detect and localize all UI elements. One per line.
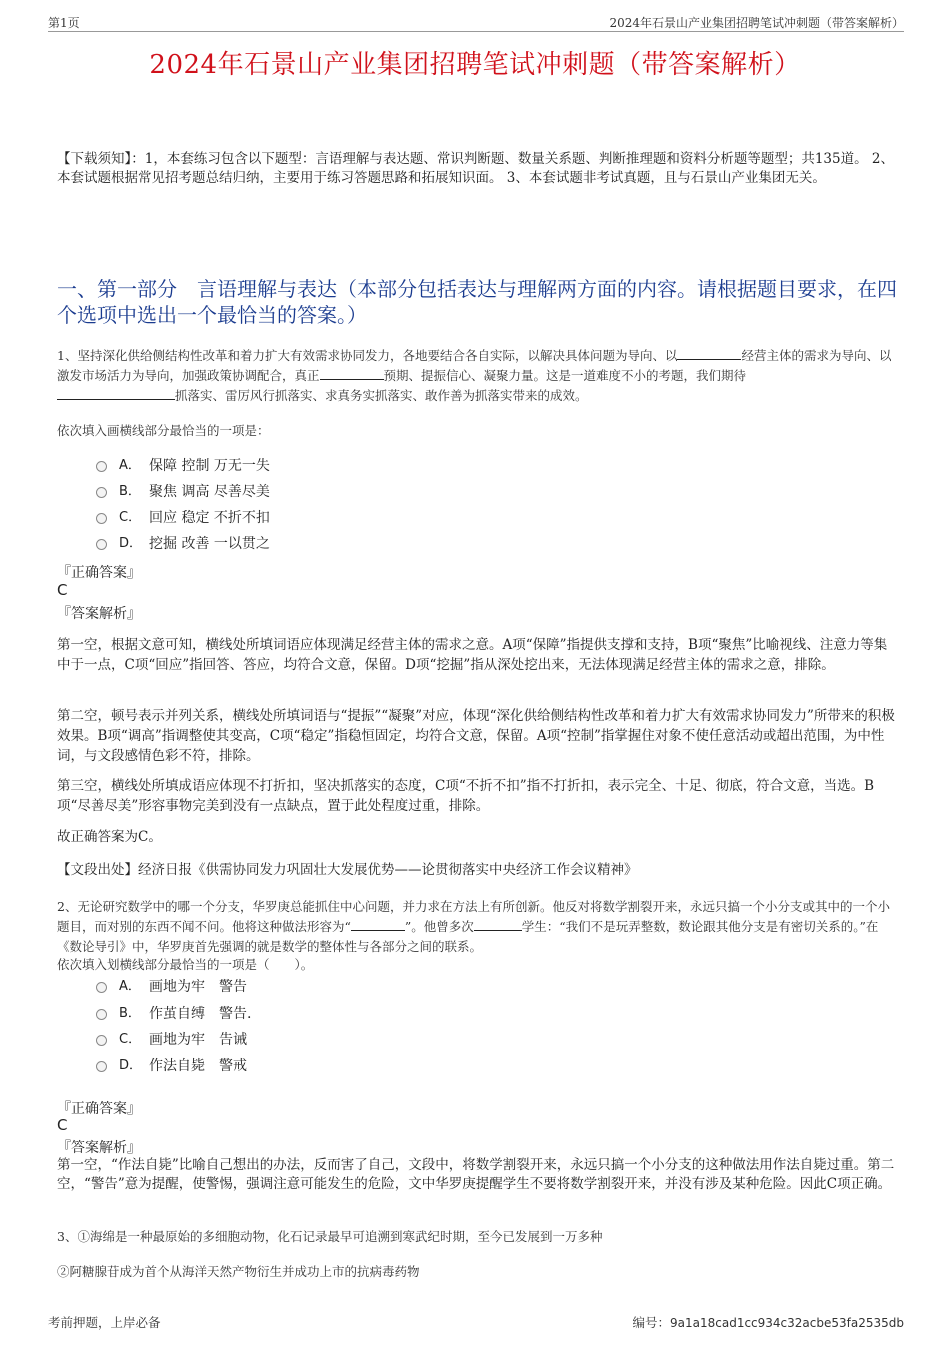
question-1-stem: 1、坚持深化供给侧结构性改革和着力扩大有效需求协同发力，各地要结合各自实际，以解决具体问题为导向、以 经营主体的需求为导向、以激发市场活力为导向，加强政策协调配合，真正 预期、提振信心、凝聚力量。这是一道难度不小的考题，我们期待 抓落实、雷厉风行抓落实、求真务实抓落实、敢作善为抓落实带来的成效。 — [57, 348, 892, 403]
q2-answer: C — [57, 1116, 68, 1134]
q1-analysis-para-3: 第三空，横线处所填成语应体现不打折扣，坚决抓落实的态度，C项“不折不扣”指不打折扣，表示完全、十足、彻底，符合文意，当选。B项“尽善尽美”形容事物完美到没有一点缺点，置于此处程度过重，排除。 — [57, 778, 875, 814]
radio-icon[interactable] — [96, 539, 107, 550]
radio-icon[interactable] — [96, 513, 107, 524]
radio-icon[interactable] — [96, 487, 107, 498]
question-3-line-1: 3、①海绵是一种最原始的多细胞动物，化石记录最早可追溯到寒武纪时期，至今已发展到一万多种 — [57, 1229, 603, 1244]
radio-icon[interactable] — [96, 1061, 107, 1072]
q1-answer-title: 『正确答案』 — [57, 565, 141, 581]
footer-code: 编号：9a1a18cad1cc934c32acbe53fa2535db — [632, 1315, 904, 1330]
q2-option-d[interactable]: D． 作法自毙 警戒 — [96, 1055, 247, 1077]
footer-slogan: 考前押题，上岸必备 — [48, 1315, 161, 1330]
q2-option-c[interactable]: C． 画地为牢 告诫 — [96, 1029, 247, 1051]
question-3-line-2: ②阿糖腺苷成为首个从海洋天然产物衍生并成功上市的抗病毒药物 — [57, 1264, 420, 1279]
q1-analysis-title: 『答案解析』 — [57, 606, 141, 622]
q1-analysis-para-2: 第二空，顿号表示并列关系，横线处所填词语与“提振”“凝聚”对应，体现“深化供给侧结构性改革和着力扩大有效需求协同发力”所带来的积极效果。B项“调高”指调整使其变高，C项“稳定”指稳恒固定，均符合文意，保留。A项“控制”指掌握住对象不使任意活动或超出范围，为中性词，与文段感情色彩不符，排除。 — [57, 708, 895, 764]
q1-option-d[interactable]: D． 挖掘 改善 一以贯之 — [96, 533, 270, 555]
radio-icon[interactable] — [96, 982, 107, 993]
q2-answer-title: 『正确答案』 — [57, 1101, 141, 1117]
q1-source: 【文段出处】经济日报《供需协同发力巩固壮大发展优势——论贯彻落实中央经济工作会议精神》 — [57, 862, 638, 878]
question-2-prompt: 依次填入划横线部分最恰当的一项是（ ）。 — [57, 957, 314, 972]
section-heading: 一、第一部分 言语理解与表达（本部分包括表达与理解两方面的内容。请根据题目要求，在四个选项中选出一个最恰当的答案。） — [57, 277, 897, 327]
header-divider — [48, 31, 904, 32]
radio-icon[interactable] — [96, 461, 107, 472]
download-notice: 【下载须知】：1，本套练习包含以下题型：言语理解与表达题、常识判断题、数量关系题、判断推理题和资料分析题等题型；共135道。 2、本套试题根据常见招考题总结归纳，主要用于练习答题思路和拓展知识面。 3、本套试题非考试真题，且与石景山产业集团无关。 — [57, 151, 894, 186]
q2-analysis-title: 『答案解析』 — [57, 1140, 141, 1156]
page-number: 第1页 — [48, 16, 80, 30]
running-header-title: 2024年石景山产业集团招聘笔试冲刺题（带答案解析） — [609, 16, 904, 30]
q2-analysis: 第一空，“作法自毙”比喻自己想出的办法，反而害了自己，文段中，将数学割裂开来，永远只搞一个小分支的这种做法用作法自毙过重。第二空，“警告”意为提醒，使警惕，强调注意可能发生的危险，文中华罗庚提醒学生不要将数学割裂开来，并没有涉及某种危险。因此C项正确。 — [57, 1157, 895, 1192]
page-title: 2024年石景山产业集团招聘笔试冲刺题（带答案解析） — [149, 50, 801, 80]
radio-icon[interactable] — [96, 1035, 107, 1046]
q1-answer: C — [57, 581, 68, 599]
radio-icon[interactable] — [96, 1009, 107, 1020]
question-1-prompt: 依次填入画横线部分最恰当的一项是： — [57, 423, 270, 438]
question-2-stem: 2、无论研究数学中的哪一个分支，华罗庚总能抓住中心问题，并力求在方法上有所创新。他反对将数学割裂开来，永远只搞一个小分支或其中的一个小题目，而对别的东西不闻不问。他将这种做法形容为“ ”。他曾多次 学生：“我们不是玩弄整数，数论跟其他分支是有密切关系的。”在《数论导引》中，华罗庚首先强调的就是数学的整体性与各部分之间的联系。 — [57, 899, 890, 954]
q2-option-a[interactable]: A． 画地为牢 警告 — [96, 976, 247, 998]
q1-option-a[interactable]: A． 保障 控制 万无一失 — [96, 455, 270, 477]
q1-analysis-para-1: 第一空，根据文意可知，横线处所填词语应体现满足经营主体的需求之意。A项“保障”指提供支撑和支持，B项“聚焦”比喻视线、注意力等集中于一点，C项“回应”指回答、答应，均符合文意，保留。D项“挖掘”指从深处挖出来，无法体现满足经营主体的需求之意，排除。 — [57, 637, 888, 673]
q1-option-c[interactable]: C． 回应 稳定 不折不扣 — [96, 507, 270, 529]
q1-option-b[interactable]: B． 聚焦 调高 尽善尽美 — [96, 481, 270, 503]
q2-option-b[interactable]: B． 作茧自缚 警告. — [96, 1003, 251, 1025]
q1-conclusion: 故正确答案为C。 — [57, 829, 162, 845]
